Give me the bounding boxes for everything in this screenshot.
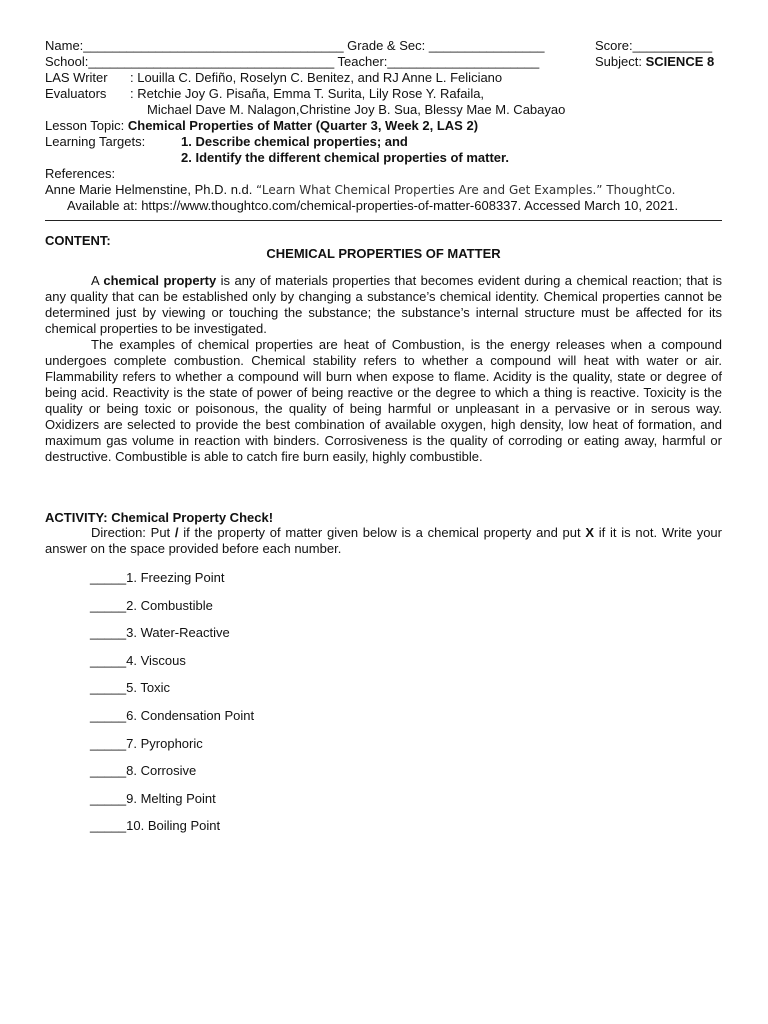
score-line: Score:___________ <box>595 38 713 53</box>
evaluators-value: : Retchie Joy G. Pisaña, Emma T. Surita, Lily Rose Y. Rafaila, <box>130 86 485 101</box>
reference-url: Available at: https://www.thoughtco.com/chemical-properties-of-matter-608337. Accessed March 10, 2021. <box>67 198 679 213</box>
content-body <box>45 273 722 465</box>
x-symbol: X <box>585 525 595 540</box>
answer-item-5[interactable]: _____5. Toxic <box>90 680 170 695</box>
subject-line <box>595 54 714 70</box>
answer-item-6[interactable]: _____6. Condensation Point <box>90 708 255 723</box>
activity-title: ACTIVITY: Chemical Property Check! <box>45 510 274 525</box>
activity-direction <box>45 525 722 557</box>
answer-item-7[interactable]: _____7. Pyrophoric <box>90 736 203 751</box>
direction-start: Direction: Put <box>91 525 175 540</box>
direction-mid: if the property of matter given below is a chemical property and put <box>178 525 586 540</box>
answer-item-4[interactable]: _____4. Viscous <box>90 653 186 668</box>
answer-item-9[interactable]: _____9. Melting Point <box>90 791 216 806</box>
header-divider <box>45 220 722 221</box>
answer-item-1[interactable]: _____1. Freezing Point <box>90 570 225 585</box>
content-title: CHEMICAL PROPERTIES OF MATTER <box>266 246 501 261</box>
answer-item-3[interactable]: _____3. Water-Reactive <box>90 625 230 640</box>
name-grade-line: Name:____________________________________ Grade & Sec: ________________ <box>45 38 545 53</box>
lesson-topic-label: Lesson Topic: <box>45 118 128 133</box>
check-symbol: / <box>174 525 179 540</box>
direction-text <box>45 525 722 557</box>
chemical-property-term: chemical property <box>103 273 217 288</box>
learning-target-1: 1. Describe chemical properties; and <box>181 134 408 149</box>
las-writer-label: LAS Writer <box>45 70 108 85</box>
p1-start: A <box>91 273 104 288</box>
learning-target-2: 2. Identify the different chemical properties of matter. <box>181 150 509 165</box>
p1-rest: is any of materials properties that becomes evident during a chemical reaction; that is any quality that can be established only by changing a substance’s chemical identity. Chemical properties cannot be determined just by viewing or touching the substance; the substance’s internal structure must be affected for its chemical properties to be investigated. <box>45 273 722 336</box>
answer-item-10[interactable]: _____10. Boiling Point <box>90 818 221 833</box>
reference-citation <box>45 182 675 198</box>
las-writer-value: : Louilla C. Defiño, Roselyn C. Benitez, and RJ Anne L. Feliciano <box>130 70 503 85</box>
evaluators-label: Evaluators <box>45 86 107 101</box>
school-teacher-line: School:__________________________________ Teacher:_____________________ <box>45 54 540 69</box>
answer-item-8[interactable]: _____8. Corrosive <box>90 763 197 778</box>
subject-label: Subject: <box>595 54 646 69</box>
reference-author: Anne Marie Helmenstine, Ph.D. n.d. <box>45 182 256 197</box>
lesson-topic <box>45 118 478 134</box>
references-label: References: <box>45 166 116 181</box>
learning-targets-label: Learning Targets: <box>45 134 146 149</box>
answer-item-2[interactable]: _____2. Combustible <box>90 598 213 613</box>
reference-title: “Learn What Chemical Properties Are and Get Examples.” ThoughtCo. <box>256 183 676 197</box>
content-label: CONTENT: <box>45 233 111 248</box>
paragraph-examples: The examples of chemical properties are heat of Combustion, is the energy releases when a compound undergoes complete combustion. Chemical stability refers to whether a compound will heat with water or air. Flammability refers to whether a compound will burn when expose to flame. Acidity is the quality, state or degree of being acid. Reactivity is the state of power of being reactive or the degree to which a thing is reactive. Toxicity is the quality or being toxic or poisonous, the quality of being harmful or unpleasant in a pervasive or in serous way. Oxidizers are selected to provide the best combination of available oxygen, high density, low heat of formation, and maximum gas volume in reaction with binders. Corrosiveness is the quality of corroding or eating away, harmful or destructive. Combustible is able to catch fire burn easily, highly combustible. <box>45 337 722 464</box>
paragraph-definition <box>45 273 722 337</box>
evaluators-value-continued: Michael Dave M. Nalagon,Christine Joy B. Sua, Blessy Mae M. Cabayao <box>147 102 566 117</box>
lesson-topic-value: Chemical Properties of Matter (Quarter 3, Week 2, LAS 2) <box>127 118 479 133</box>
subject-value: SCIENCE 8 <box>645 54 715 69</box>
direction-end: if it is not. Write your answer on the space provided before each number. <box>45 525 722 556</box>
